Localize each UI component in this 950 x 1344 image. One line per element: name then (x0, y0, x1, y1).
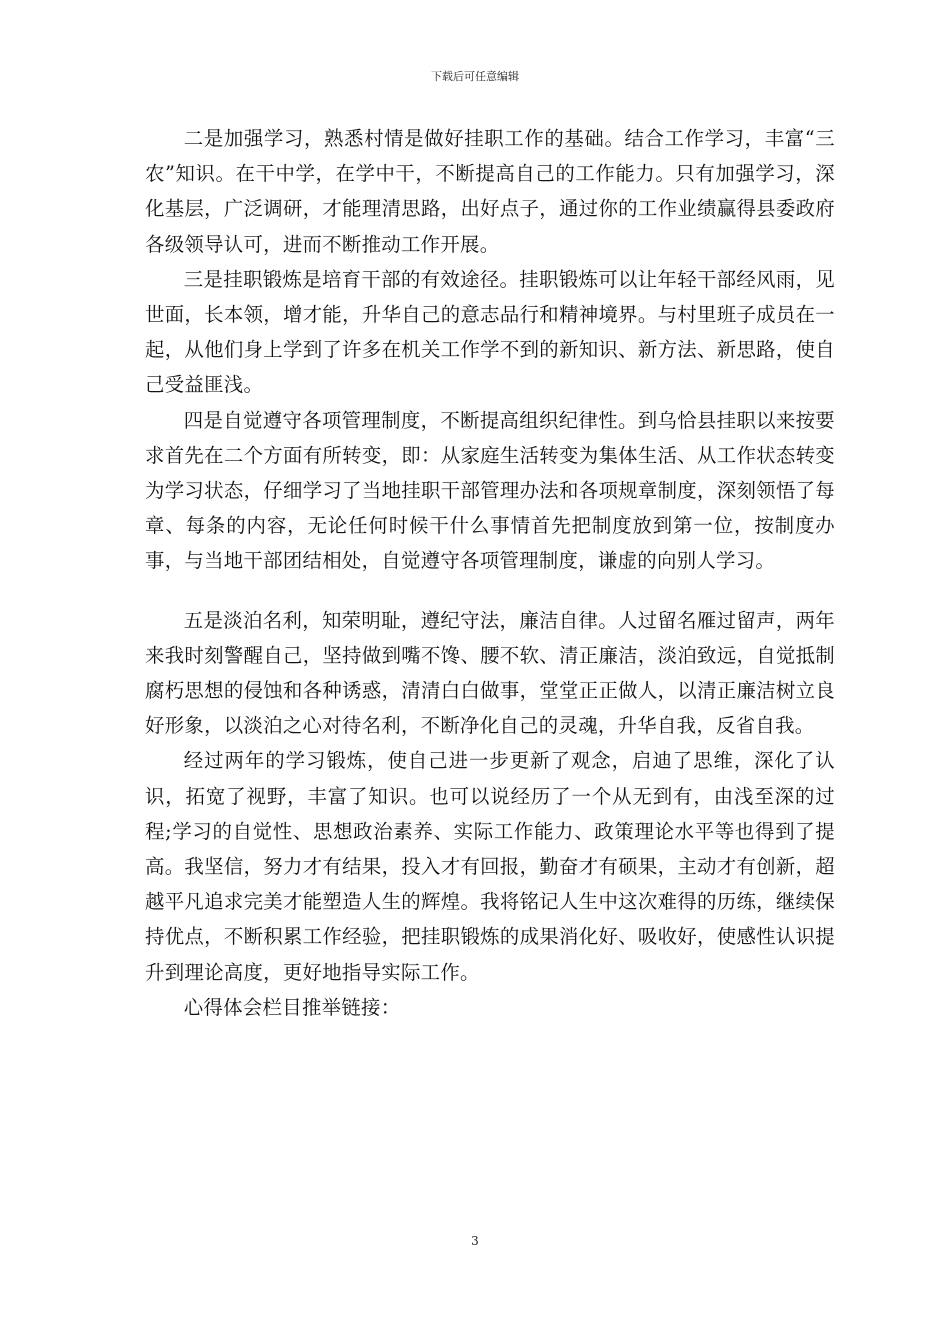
paragraph-summary: 经过两年的学习锻炼，使自己进一步更新了观念，启迪了思维，深化了认识，拓宽了视野，丰富了知识。也可以说经历了一个从无到有，由浅至深的过程;学习的自觉性、思想政治素养、实际工作能力、政策理论水平等也得到了提高。我坚信，努力才有结果，投入才有回报，勤奋才有硕果，主动才有创新，超越平凡追求完美才能塑造人生的辉煌。我将铭记人生中这次难得的历练，继续保持优点，不断积累工作经验，把挂职锻炼的成果消化好、吸收好，使感性认识提升到理论高度，更好地指导实际工作。 (145, 749, 835, 984)
paragraph-discipline: 四是自觉遵守各项管理制度，不断提高组织纪律性。到乌恰县挂职以来按要求首先在二个方面有所转变，即：从家庭生活转变为集体生活、从工作状态转变为学习状态，仔细学习了当地挂职干部管理办法和各项规章制度，深刻领悟了每章、每条的内容，无论任何时候干什么事情首先把制度放到第一位，按制度办事，与当地干部团结相处，自觉遵守各项管理制度，谦虚的向别人学习。 (145, 408, 835, 573)
page-header: 下载后可任意编辑 (431, 70, 519, 83)
paragraph-study: 二是加强学习，熟悉村情是做好挂职工作的基础。结合工作学习，丰富“三农”知识。在干中学，在学中干，不断提高自己的工作能力。只有加强学习，深化基层，广泛调研，才能理清思路，出好点子，通过你的工作业绩赢得县委政府各级领导认可，进而不断推动工作开展。 (145, 127, 835, 256)
paragraph-integrity: 五是淡泊名利，知荣明耻，遵纪守法，廉洁自律。人过留名雁过留声，两年来我时刻警醒自己，坚持做到嘴不馋、腰不软、清正廉洁，淡泊致远，自觉抵制腐朽思想的侵蚀和各种诱惑，清清白白做事，堂堂正正做人，以清正廉洁树立良好形象，以淡泊之心对待名利，不断净化自己的灵魂，升华自我，反省自我。 (145, 608, 835, 738)
paragraph-training: 三是挂职锻炼是培育干部的有效途径。挂职锻炼可以让年轻干部经风雨，见世面，长本领，增才能，升华自己的意志品行和精神境界。与村里班子成员在一起，从他们身上学到了许多在机关工作学不到的新知识、新方法、新思路，使自己受益匪浅。 (145, 267, 835, 397)
page-number: 3 (471, 1234, 479, 1248)
paragraph-links: 心得体会栏目推举链接： (183, 995, 401, 1019)
document-body (145, 121, 835, 1025)
